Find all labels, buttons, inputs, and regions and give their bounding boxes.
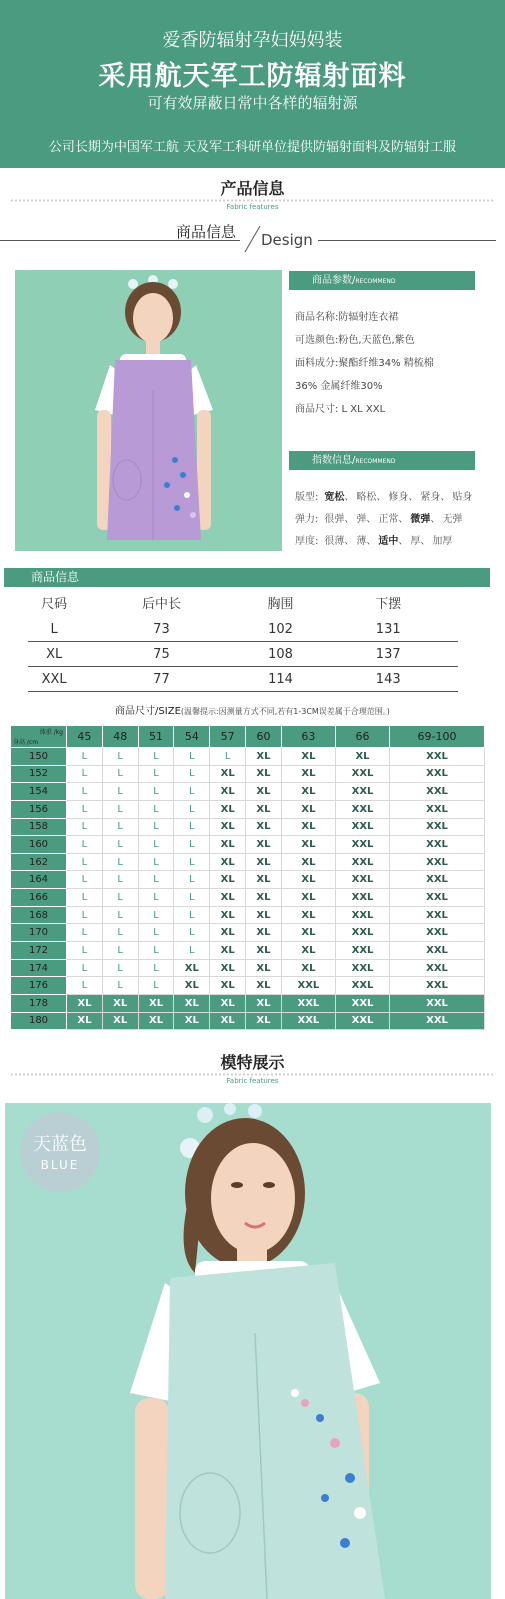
grid-size-cell: XL xyxy=(246,889,282,907)
grid-weight-header: 51 xyxy=(138,726,174,748)
grid-size-cell: XL xyxy=(281,924,335,942)
grid-size-cell: XL xyxy=(281,783,335,801)
grid-height-cell: 172 xyxy=(11,942,67,960)
index-separator: 、 xyxy=(420,536,431,547)
grid-corner-weight-label: 体重 /kg xyxy=(39,729,63,736)
index-header-cn: 指数信息/ xyxy=(312,455,356,466)
grid-corner-height-label: 身高 /cm xyxy=(13,739,39,746)
grid-size-cell: L xyxy=(138,942,174,960)
design-slash xyxy=(245,226,261,252)
grid-size-cell: XL xyxy=(174,1012,210,1030)
index-separator: 、 xyxy=(398,514,409,525)
design-heading-en: Design xyxy=(261,231,313,249)
grid-size-cell: XL xyxy=(246,959,282,977)
grid-size-cell: XXL xyxy=(335,853,389,871)
grid-size-cell: XL xyxy=(246,748,282,766)
info-cell: 114 xyxy=(268,672,293,687)
grid-size-cell: XL xyxy=(246,994,282,1012)
grid-size-cell: L xyxy=(102,924,138,942)
grid-size-cell: L xyxy=(174,800,210,818)
grid-size-cell: XL xyxy=(67,994,103,1012)
info-cell: 75 xyxy=(153,647,170,662)
model-purple-dress-illustration xyxy=(15,270,282,551)
grid-size-cell: XL xyxy=(335,748,389,766)
grid-size-cell: XL xyxy=(210,783,246,801)
index-separator: 、 xyxy=(398,536,409,547)
grid-size-cell: XXL xyxy=(335,994,389,1012)
info-header-cell: 下摆 xyxy=(375,597,402,612)
index-row-label: 厚度: xyxy=(295,536,319,547)
info-cell: 137 xyxy=(375,647,401,662)
grid-size-cell: L xyxy=(67,818,103,836)
grid-size-cell: L xyxy=(102,765,138,783)
info-cell: 108 xyxy=(268,647,293,662)
grid-row xyxy=(11,906,485,924)
grid-size-cell: XL xyxy=(281,942,335,960)
grid-height-cell: 168 xyxy=(11,906,67,924)
grid-size-cell: XXL xyxy=(335,924,389,942)
grid-height-cell: 150 xyxy=(11,748,67,766)
grid-size-cell: L xyxy=(102,800,138,818)
grid-size-cell: XL xyxy=(246,836,282,854)
grid-size-cell: XL xyxy=(210,818,246,836)
info-table-row xyxy=(28,642,458,667)
size-note xyxy=(0,702,505,717)
grid-size-cell: L xyxy=(67,765,103,783)
grid-row xyxy=(11,853,485,871)
grid-weight-header: 45 xyxy=(67,726,103,748)
grid-size-cell: L xyxy=(174,906,210,924)
grid-size-cell: XXL xyxy=(335,836,389,854)
grid-row xyxy=(11,889,485,907)
grid-size-cell: XXL xyxy=(335,889,389,907)
index-option: 宽松 xyxy=(324,492,345,503)
grid-size-cell: L xyxy=(102,942,138,960)
grid-size-cell: XL xyxy=(174,977,210,995)
grid-size-cell: L xyxy=(138,853,174,871)
grid-size-cell: L xyxy=(67,889,103,907)
grid-size-cell: XL xyxy=(246,1012,282,1030)
grid-row xyxy=(11,942,485,960)
grid-size-cell: XL xyxy=(281,818,335,836)
grid-size-cell: XL xyxy=(281,871,335,889)
grid-size-cell: XXL xyxy=(390,906,485,924)
index-separator: 、 xyxy=(344,514,355,525)
index-separator: 、 xyxy=(344,492,355,503)
info-cell: L xyxy=(50,622,58,637)
model-section-title xyxy=(0,1050,505,1085)
grid-row xyxy=(11,836,485,854)
grid-row xyxy=(11,994,485,1012)
index-option: 贴身 xyxy=(452,492,473,503)
grid-size-cell: L xyxy=(102,853,138,871)
size-note-main: 商品尺寸/SIZE xyxy=(115,706,181,717)
grid-size-cell: XL xyxy=(210,977,246,995)
grid-weight-header: 48 xyxy=(102,726,138,748)
banner-subheadline: 可有效屏蔽日常中各样的辐射源 xyxy=(147,94,358,112)
banner-company-note: 公司长期为中国军工航 天及军工科研单位提供防辐射面料及防辐射工服 xyxy=(48,140,457,155)
grid-size-cell: XL xyxy=(102,1012,138,1030)
banner-brand-line: 爱香防辐射孕妇妈妈装 xyxy=(162,30,343,51)
grid-size-cell: XL xyxy=(281,853,335,871)
grid-row xyxy=(11,800,485,818)
grid-size-cell: L xyxy=(138,959,174,977)
index-header-bar xyxy=(289,451,475,470)
grid-size-cell: L xyxy=(174,783,210,801)
grid-size-cell: XL xyxy=(246,977,282,995)
info-table-row xyxy=(28,667,458,692)
color-badge-cn: 天蓝色 xyxy=(33,1134,87,1155)
grid-size-cell: XL xyxy=(281,959,335,977)
grid-size-cell: XXL xyxy=(335,942,389,960)
index-option: 加厚 xyxy=(432,536,453,547)
grid-size-cell: L xyxy=(67,977,103,995)
grid-height-cell: 166 xyxy=(11,889,67,907)
index-row xyxy=(295,509,500,531)
grid-height-cell: 156 xyxy=(11,800,67,818)
grid-size-cell: XL xyxy=(281,889,335,907)
param-line: 36% 金属纤维30% xyxy=(295,381,383,392)
grid-size-cell: XXL xyxy=(390,977,485,995)
grid-height-cell: 170 xyxy=(11,924,67,942)
grid-size-cell: XL xyxy=(210,836,246,854)
grid-size-cell: XL xyxy=(246,924,282,942)
index-row xyxy=(295,531,500,553)
grid-height-cell: 154 xyxy=(11,783,67,801)
grid-weight-header: 57 xyxy=(210,726,246,748)
grid-size-cell: L xyxy=(102,748,138,766)
grid-size-cell: L xyxy=(138,871,174,889)
grid-row xyxy=(11,818,485,836)
grid-size-cell: XL xyxy=(281,748,335,766)
grid-size-cell: XXL xyxy=(390,853,485,871)
design-rule-right xyxy=(318,240,496,241)
grid-size-cell: L xyxy=(102,889,138,907)
grid-size-cell: XL xyxy=(246,765,282,783)
grid-weight-header: 60 xyxy=(246,726,282,748)
info-cell: 143 xyxy=(375,672,401,687)
index-separator: 、 xyxy=(430,514,441,525)
grid-size-cell: XXL xyxy=(390,871,485,889)
info-cell: 102 xyxy=(268,622,293,637)
dotted-divider xyxy=(10,1073,495,1076)
index-separator: 、 xyxy=(376,492,387,503)
grid-size-cell: L xyxy=(102,836,138,854)
info-header-cell: 后中长 xyxy=(141,597,181,612)
model-section-subtitle: Fabric features xyxy=(226,1077,279,1085)
grid-height-cell: 178 xyxy=(11,994,67,1012)
index-option: 微弹 xyxy=(410,514,431,525)
index-option: 正常 xyxy=(378,514,399,525)
index-separator: 、 xyxy=(366,514,377,525)
grid-size-cell: L xyxy=(174,748,210,766)
index-separator: 、 xyxy=(366,536,377,547)
grid-height-cell: 158 xyxy=(11,818,67,836)
grid-size-cell: XXL xyxy=(390,942,485,960)
grid-height-cell: 164 xyxy=(11,871,67,889)
grid-size-cell: XL xyxy=(246,783,282,801)
grid-size-cell: XL xyxy=(210,942,246,960)
grid-size-cell: L xyxy=(174,889,210,907)
index-row xyxy=(295,487,500,509)
index-option: 很薄 xyxy=(324,536,345,547)
grid-size-cell: XL xyxy=(174,994,210,1012)
grid-height-cell: 174 xyxy=(11,959,67,977)
grid-size-cell: L xyxy=(174,942,210,960)
grid-size-cell: L xyxy=(102,977,138,995)
params-header-en: RECOMMEND xyxy=(355,278,396,285)
grid-size-cell: L xyxy=(138,924,174,942)
grid-size-cell: L xyxy=(67,871,103,889)
grid-size-cell: XL xyxy=(210,959,246,977)
grid-size-cell: XXL xyxy=(390,1012,485,1030)
product-section-subtitle: Fabric features xyxy=(226,203,279,211)
design-heading-cn: 商品信息 xyxy=(176,223,237,241)
grid-size-cell: L xyxy=(138,765,174,783)
grid-size-cell: L xyxy=(174,924,210,942)
info-table-header xyxy=(28,592,458,617)
grid-size-cell: L xyxy=(138,906,174,924)
grid-row xyxy=(11,924,485,942)
index-header-en: RECOMMEND xyxy=(355,458,396,465)
grid-size-cell: L xyxy=(138,783,174,801)
grid-size-cell: XL xyxy=(281,906,335,924)
grid-size-cell: XXL xyxy=(281,994,335,1012)
grid-size-cell: XXL xyxy=(390,889,485,907)
grid-size-cell: XXL xyxy=(390,994,485,1012)
info-header-bar: 商品信息 xyxy=(4,568,490,587)
grid-row xyxy=(11,748,485,766)
grid-size-cell: XXL xyxy=(390,800,485,818)
banner-headline: 采用航天军工防辐射面料 xyxy=(98,61,407,92)
grid-size-cell: XXL xyxy=(390,836,485,854)
grid-size-cell: XXL xyxy=(390,748,485,766)
index-option: 薄 xyxy=(356,536,367,547)
grid-size-cell: L xyxy=(138,818,174,836)
grid-size-cell: L xyxy=(102,783,138,801)
param-line: 面料成分:聚酯纤维34% 精梳棉 xyxy=(295,358,434,369)
grid-size-cell: XL xyxy=(246,818,282,836)
index-option: 略松 xyxy=(356,492,377,503)
params-list xyxy=(295,306,495,421)
grid-size-cell: XL xyxy=(246,853,282,871)
grid-size-cell: L xyxy=(102,818,138,836)
info-header-cell: 胸围 xyxy=(267,597,294,612)
grid-size-cell: XXL xyxy=(390,783,485,801)
index-separator: 、 xyxy=(408,492,419,503)
grid-size-cell: L xyxy=(174,871,210,889)
grid-size-cell: L xyxy=(138,800,174,818)
grid-size-cell: XL xyxy=(210,765,246,783)
grid-size-cell: XXL xyxy=(390,924,485,942)
grid-weight-header: 63 xyxy=(281,726,335,748)
grid-size-cell: XL xyxy=(281,800,335,818)
product-section-title-text: 产品信息 xyxy=(220,179,285,198)
grid-size-cell: XL xyxy=(210,924,246,942)
grid-size-cell: XXL xyxy=(335,765,389,783)
grid-size-cell: XL xyxy=(246,871,282,889)
grid-size-cell: L xyxy=(67,942,103,960)
grid-size-cell: L xyxy=(102,871,138,889)
grid-size-cell: L xyxy=(67,906,103,924)
grid-size-cell: L xyxy=(67,853,103,871)
grid-size-cell: XXL xyxy=(281,977,335,995)
grid-size-cell: L xyxy=(210,748,246,766)
grid-size-cell: XL xyxy=(210,853,246,871)
grid-size-cell: XXL xyxy=(390,818,485,836)
info-cell: 131 xyxy=(375,622,401,637)
grid-size-cell: XL xyxy=(246,906,282,924)
grid-row xyxy=(11,871,485,889)
params-header-bar xyxy=(289,271,475,290)
grid-size-cell: L xyxy=(67,836,103,854)
grid-size-cell: XL xyxy=(281,765,335,783)
size-recommendation-grid xyxy=(10,725,485,1030)
grid-size-cell: XXL xyxy=(335,977,389,995)
params-header-cn: 商品参数/ xyxy=(312,275,356,286)
top-banner xyxy=(0,0,505,168)
grid-size-cell: XL xyxy=(102,994,138,1012)
color-badge-en: BLUE xyxy=(40,1158,80,1172)
grid-size-cell: XXL xyxy=(335,800,389,818)
param-line: 商品尺寸: L XL XXL xyxy=(295,404,386,415)
grid-size-cell: XXL xyxy=(335,783,389,801)
index-option: 无弹 xyxy=(442,514,463,525)
grid-height-cell: 162 xyxy=(11,853,67,871)
grid-size-cell: L xyxy=(67,959,103,977)
grid-height-cell: 176 xyxy=(11,977,67,995)
grid-size-cell: L xyxy=(67,748,103,766)
index-row-label: 弹力: xyxy=(295,514,319,525)
grid-size-cell: L xyxy=(174,765,210,783)
product-section-title xyxy=(0,176,505,211)
grid-weight-header: 69-100 xyxy=(390,726,485,748)
grid-size-cell: XXL xyxy=(335,871,389,889)
info-header-cell: 尺码 xyxy=(41,597,68,612)
grid-size-cell: L xyxy=(138,889,174,907)
grid-size-cell: L xyxy=(138,748,174,766)
grid-size-cell: XXL xyxy=(335,906,389,924)
grid-size-cell: L xyxy=(67,800,103,818)
index-option: 适中 xyxy=(378,536,399,547)
index-option: 紧身 xyxy=(420,492,441,503)
grid-size-cell: L xyxy=(174,836,210,854)
grid-size-cell: XXL xyxy=(335,818,389,836)
info-cell: 73 xyxy=(153,622,170,637)
grid-height-cell: 160 xyxy=(11,836,67,854)
index-option: 弹 xyxy=(356,514,367,525)
grid-row xyxy=(11,959,485,977)
grid-size-cell: L xyxy=(102,959,138,977)
model-section-title-text: 模特展示 xyxy=(220,1053,285,1072)
grid-size-cell: XL xyxy=(210,871,246,889)
grid-weight-header: 54 xyxy=(174,726,210,748)
grid-size-cell: L xyxy=(138,836,174,854)
grid-row xyxy=(11,765,485,783)
dotted-divider xyxy=(10,199,495,202)
grid-size-cell: XL xyxy=(174,959,210,977)
info-cell: XXL xyxy=(41,672,67,687)
index-option: 厚 xyxy=(410,536,421,547)
grid-row xyxy=(11,783,485,801)
info-cell: 77 xyxy=(153,672,170,687)
grid-size-cell: XXL xyxy=(390,765,485,783)
grid-size-cell: L xyxy=(67,783,103,801)
size-measure-table xyxy=(28,592,458,692)
grid-height-cell: 180 xyxy=(11,1012,67,1030)
index-row-label: 版型: xyxy=(295,492,319,503)
grid-size-cell: XL xyxy=(246,800,282,818)
grid-corner-cell xyxy=(11,726,67,748)
grid-size-cell: XL xyxy=(246,942,282,960)
grid-size-cell: L xyxy=(138,977,174,995)
info-cell: XL xyxy=(46,647,63,662)
index-separator: 、 xyxy=(344,536,355,547)
product-photo xyxy=(15,270,282,551)
grid-size-cell: XL xyxy=(67,1012,103,1030)
grid-size-cell: XXL xyxy=(281,1012,335,1030)
info-table-row xyxy=(28,617,458,642)
index-option: 修身 xyxy=(388,492,409,503)
index-option: 很弹 xyxy=(324,514,345,525)
grid-height-cell: 152 xyxy=(11,765,67,783)
grid-size-cell: XL xyxy=(138,994,174,1012)
grid-size-cell: XL xyxy=(281,836,335,854)
param-line: 商品名称:防辐射连衣裙 xyxy=(295,312,399,323)
grid-weight-header: 66 xyxy=(335,726,389,748)
param-line: 可选颜色:粉色,天蓝色,紫色 xyxy=(295,335,415,346)
grid-size-cell: XXL xyxy=(390,959,485,977)
grid-size-cell: L xyxy=(174,818,210,836)
grid-row xyxy=(11,1012,485,1030)
index-list xyxy=(295,487,500,553)
grid-size-cell: L xyxy=(67,924,103,942)
index-separator: 、 xyxy=(440,492,451,503)
grid-size-cell: XXL xyxy=(335,959,389,977)
grid-row xyxy=(11,977,485,995)
grid-size-cell: XL xyxy=(138,1012,174,1030)
grid-header-row xyxy=(11,726,485,748)
grid-size-cell: L xyxy=(102,906,138,924)
grid-size-cell: XL xyxy=(210,906,246,924)
grid-size-cell: XL xyxy=(210,889,246,907)
grid-size-cell: XL xyxy=(210,1012,246,1030)
grid-size-cell: XL xyxy=(210,800,246,818)
grid-size-cell: XL xyxy=(210,994,246,1012)
color-badge xyxy=(20,1112,100,1192)
size-note-tip: (温馨提示:因测量方式不同,若有1-3CM误差属于合理范围。) xyxy=(180,707,390,716)
grid-size-cell: L xyxy=(174,853,210,871)
grid-size-cell: XXL xyxy=(335,1012,389,1030)
